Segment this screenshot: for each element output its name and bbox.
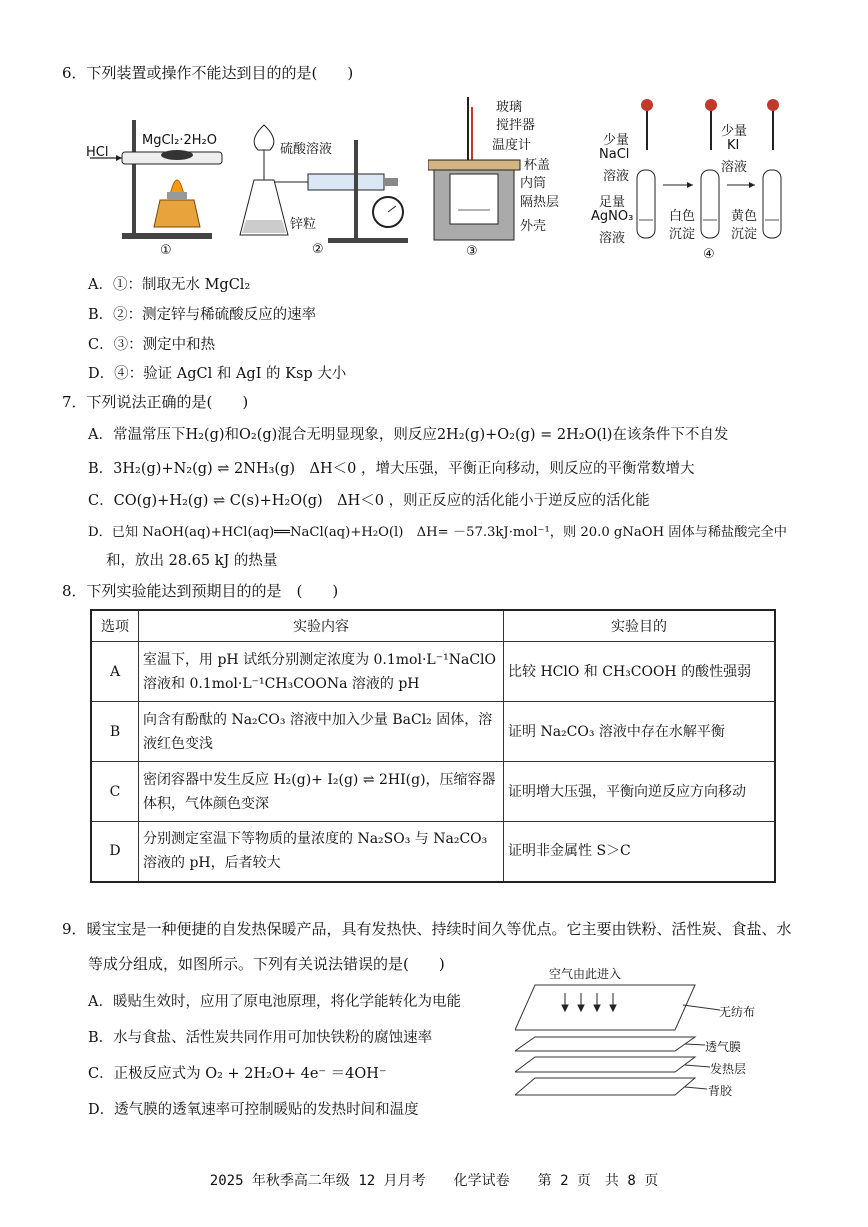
- fig4-nacl-line3: 溶液: [603, 169, 630, 184]
- figure-2-apparatus: [228, 120, 418, 257]
- table-row: [91, 822, 775, 882]
- q7-option-d: D．已知 NaOH(aq)+HCl(aq)══NaCl(aq)+H₂O(l) ΔH= －57.3kJ·mol⁻¹，则 20.0 gNaOH 固体与稀盐酸完全中: [88, 525, 787, 540]
- fig4-agno3-line3: 溶液: [599, 231, 626, 246]
- fig3-label-glass: 玻璃: [496, 100, 523, 115]
- q9-air-label: 空气由此进入: [549, 967, 622, 981]
- fig4-white-line2: 沉淀: [669, 227, 696, 242]
- hand-warmer-layers-diagram: [515, 965, 795, 1105]
- q9-stem-line1: 9．暖宝宝是一种便捷的自发热保暖产品，具有发热快、持续时间久等优点。它主要由铁粉、活性炭、食盐、水: [62, 920, 792, 938]
- q7-option-c: C．CO(g)+H₂(g) ⇌ C(s)+H₂O(g) ΔH＜0 ，则正反应的活化能小于逆反应的活化能: [88, 493, 650, 509]
- row-content: 室温下，用 pH 试纸分别测定浓度为 0.1mol·L⁻¹NaClO 溶液和 0.1mol·L⁻¹CH₃COONa 溶液的 pH: [139, 642, 504, 702]
- table-row: [91, 762, 775, 822]
- fig4-nacl-line1: 少量: [603, 133, 630, 148]
- drying-apparatus-diagram: [82, 95, 242, 245]
- q6-option-c: C．③：测定中和热: [88, 337, 216, 353]
- q9-layer3-label: 发热层: [710, 1062, 747, 1076]
- q9-layer4-label: 背胶: [708, 1084, 733, 1098]
- fig1-number: ①: [160, 243, 172, 258]
- fig4-ki-line2: KI: [727, 138, 740, 153]
- q9-option-b: B．水与食盐、活性炭共同作用可加快铁粉的腐蚀速率: [88, 1030, 433, 1046]
- q9-option-d: D．透气膜的透氧速率可控制暖贴的发热时间和温度: [88, 1102, 419, 1118]
- fig4-agno3-line1: 足量: [599, 195, 626, 210]
- q6-option-d: D．④：验证 AgCl 和 AgI 的 Ksp 大小: [88, 366, 347, 382]
- row-option: B: [91, 702, 139, 762]
- fig4-ki-line1: 少量: [721, 124, 748, 139]
- q9-option-a: A．暖贴生效时，应用了原电池原理，将化学能转化为电能: [88, 994, 461, 1010]
- q6-stem: 6．下列装置或操作不能达到目的的是( ): [62, 64, 354, 82]
- table-header-row: [91, 610, 775, 642]
- row-content: 分别测定室温下等物质的量浓度的 Na₂SO₃ 与 Na₂CO₃ 溶液的 pH，后者较大: [139, 822, 504, 882]
- fig3-label-thermometer: 温度计: [492, 138, 532, 153]
- figure-1-apparatus: [82, 95, 242, 258]
- row-goal: 证明 Na₂CO₃ 溶液中存在水解平衡: [504, 702, 776, 762]
- q8-stem: 8．下列实验能达到预期目的的是 ( ): [62, 582, 339, 600]
- figure-4-ksp-test: [585, 95, 795, 265]
- fig3-label-shell: 外壳: [520, 219, 547, 234]
- hand-warmer-figure: [515, 965, 795, 1105]
- fig4-ki-line3: 溶液: [721, 160, 748, 175]
- fig2-zinc-label: 锌粒: [290, 217, 317, 232]
- q7-option-b: B．3H₂(g)+N₂(g) ⇌ 2NH₃(g) ΔH＜0 ，增大压强，平衡正向移动，则反应的平衡常数增大: [88, 461, 695, 477]
- q7-stem: 7．下列说法正确的是( ): [62, 393, 249, 411]
- fig4-agno3-line2: AgNO₃: [591, 209, 634, 224]
- row-option: D: [91, 822, 139, 882]
- q9-stem-line2: 等成分组成，如图所示。下列有关说法错误的是( ): [88, 955, 445, 973]
- table-row: [91, 642, 775, 702]
- fig3-number: ③: [466, 244, 478, 259]
- fig3-label-inner: 内筒: [520, 176, 547, 191]
- q6-option-b: B．②：测定锌与稀硫酸反应的速率: [88, 307, 317, 323]
- row-option: A: [91, 642, 139, 702]
- fig4-white-line1: 白色: [669, 209, 696, 224]
- fig3-label-lid: 杯盖: [524, 158, 551, 173]
- row-option: C: [91, 762, 139, 822]
- fig3-label-insulation: 隔热层: [520, 195, 560, 210]
- row-goal: 比较 HClO 和 CH₃COOH 的酸性强弱: [504, 642, 776, 702]
- q9-option-c: C．正极反应式为 O₂ + 2H₂O+ 4e⁻ ＝4OH⁻: [88, 1066, 387, 1082]
- q7-option-a: A．常温常压下H₂(g)和O₂(g)混合无明显现象，则反应2H₂(g)+O₂(g) = 2H₂O(l)在该条件下不自发: [88, 427, 729, 443]
- q8-experiment-table: [90, 609, 776, 883]
- q7-option-d-cont: 和，放出 28.65 kJ 的热量: [106, 553, 278, 569]
- fig1-salt-label: MgCl₂·2H₂O: [142, 133, 217, 148]
- fig4-nacl-line2: NaCl: [599, 147, 630, 162]
- header-content: 实验内容: [139, 610, 504, 642]
- fig1-hcl-label: HCl: [86, 145, 109, 160]
- row-goal: 证明增大压强，平衡向逆反应方向移动: [504, 762, 776, 822]
- q9-layer2-label: 透气膜: [705, 1040, 742, 1054]
- header-option: 选项: [91, 610, 139, 642]
- row-goal: 证明非金属性 S＞C: [504, 822, 776, 882]
- header-goal: 实验目的: [504, 610, 776, 642]
- fig4-yellow-line2: 沉淀: [731, 227, 758, 242]
- fig4-yellow-line1: 黄色: [731, 209, 758, 224]
- table-row: [91, 702, 775, 762]
- figure-3-calorimeter: [428, 92, 578, 262]
- fig3-label-stirrer: 搅拌器: [496, 118, 536, 133]
- page-footer: 2025 年秋季高二年级 12 月月考 化学试卷 第 2 页 共 8 页: [209, 1173, 659, 1189]
- fig2-acid-label: 硫酸溶液: [280, 142, 333, 157]
- fig4-number: ④: [703, 247, 715, 262]
- fig2-number: ②: [312, 242, 324, 257]
- row-content: 向含有酚酞的 Na₂CO₃ 溶液中加入少量 BaCl₂ 固体，溶液红色变浅: [139, 702, 504, 762]
- q6-option-a: A．①：制取无水 MgCl₂: [88, 277, 251, 293]
- q9-layer1-label: 无纺布: [719, 1005, 756, 1019]
- row-content: 密闭容器中发生反应 H₂(g)+ I₂(g) ⇌ 2HI(g)，压缩容器体积，气体颜色变深: [139, 762, 504, 822]
